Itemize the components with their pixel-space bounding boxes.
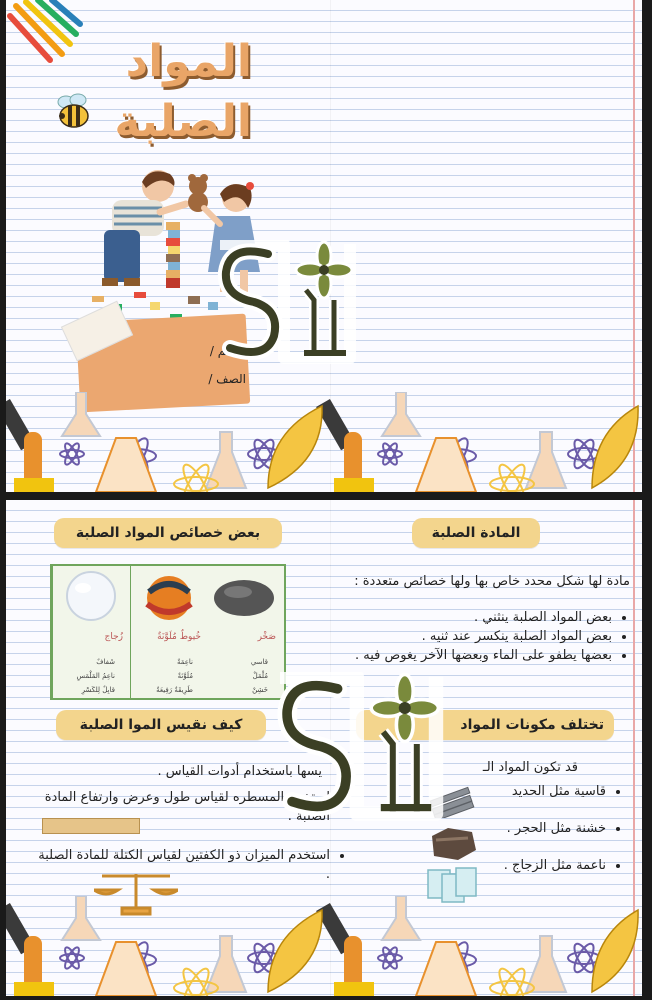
logo-watermark [210, 240, 360, 365]
microscope-icon [316, 903, 374, 996]
feature-text: مُلَوَّنَةٌ [177, 672, 193, 680]
glass-column [52, 566, 129, 698]
components-list [456, 782, 622, 893]
science-border-decoration [6, 896, 642, 996]
feature-text: شَفافٌ [96, 658, 115, 666]
pencils-icon [6, 0, 86, 70]
cover-title-line2: الصلبة [114, 96, 252, 147]
column-name: زُجاج [104, 632, 123, 642]
feature-text: مُلْمَلْ [252, 672, 268, 680]
microscope-icon [6, 903, 54, 996]
microscope-icon [6, 399, 54, 492]
science-border-decoration [6, 392, 642, 492]
list-item: • استخدم المسطره لقياس طول وعرض وارتفاع المادة الصلبة . [34, 788, 330, 826]
logo-watermark [268, 672, 448, 822]
rock-icon [212, 574, 276, 620]
list-item: • استخدم الميزان ذو الكفتين لقياس الكتلة للمادة الصلبة . [34, 846, 330, 884]
feature-text: طَرِيقَةٌ رَفِيعَةٌ [156, 686, 193, 694]
solid-material-points [312, 608, 628, 665]
rock-icon [428, 826, 478, 862]
column-name: صَخْر [257, 632, 276, 642]
feature-text: خَشِنْ [252, 686, 268, 694]
class-label: الصف / [208, 372, 246, 386]
solid-material-heading: المادة الصلبة [412, 518, 540, 548]
cover-title-line1: المواد [125, 36, 252, 87]
measure-heading: كيف نقيس الموا الصلبة [56, 710, 266, 740]
list-item: • قاسية مثل الحديد [456, 782, 606, 801]
feature-text: ناعِمَةٌ [176, 658, 193, 666]
bee-icon [52, 92, 94, 134]
properties-heading: بعض خصائص المواد الصلبة [54, 518, 282, 548]
measure-intro: يسها باستخدام أدوات القياس . [157, 764, 322, 779]
atom-icon [60, 946, 84, 971]
properties-table-image [50, 564, 286, 700]
atom-icon [16, 392, 44, 393]
column-name: خُيوطٌ مُلَوَّنَةٌ [157, 632, 201, 642]
atom-icon [16, 896, 44, 897]
crystal-ball-icon [61, 568, 121, 624]
atom-icon [378, 946, 402, 971]
yarn-icon [139, 572, 199, 624]
components-intro: قد تكون المواد الـ [482, 760, 578, 775]
atom-icon [338, 896, 366, 897]
list-item: • بعض المواد الصلبة ينثني . [312, 608, 612, 627]
feature-text: ناعِمُ المَلْمَسِ [76, 672, 115, 680]
feature-text: قابِلٌ لِلكَسْرِ [81, 686, 115, 694]
microscope-icon [316, 399, 374, 492]
atom-icon [338, 392, 366, 393]
name-label: الاسم / [209, 344, 246, 358]
solid-material-definition: مادة لها شكل محدد خاص بها ولها خصائص متعددة : [354, 574, 630, 589]
ruler-icon [42, 818, 140, 834]
atom-icon [378, 442, 402, 467]
list-item: • بعض المواد الصلبة ينكسر عند ثنيه . [312, 627, 612, 646]
list-item: • بعضها يطفو على الماء وبعضها الآخر يغوص فيه . [312, 646, 612, 665]
list-item: • ناعمة مثل الزجاج . [456, 856, 606, 875]
list-item: • خشنة مثل الحجر . [456, 819, 606, 838]
atom-icon [60, 442, 84, 467]
feature-text: قاسي [250, 658, 268, 666]
components-heading: تختلف مكونات المواد [356, 710, 614, 740]
yarn-column [130, 566, 207, 698]
